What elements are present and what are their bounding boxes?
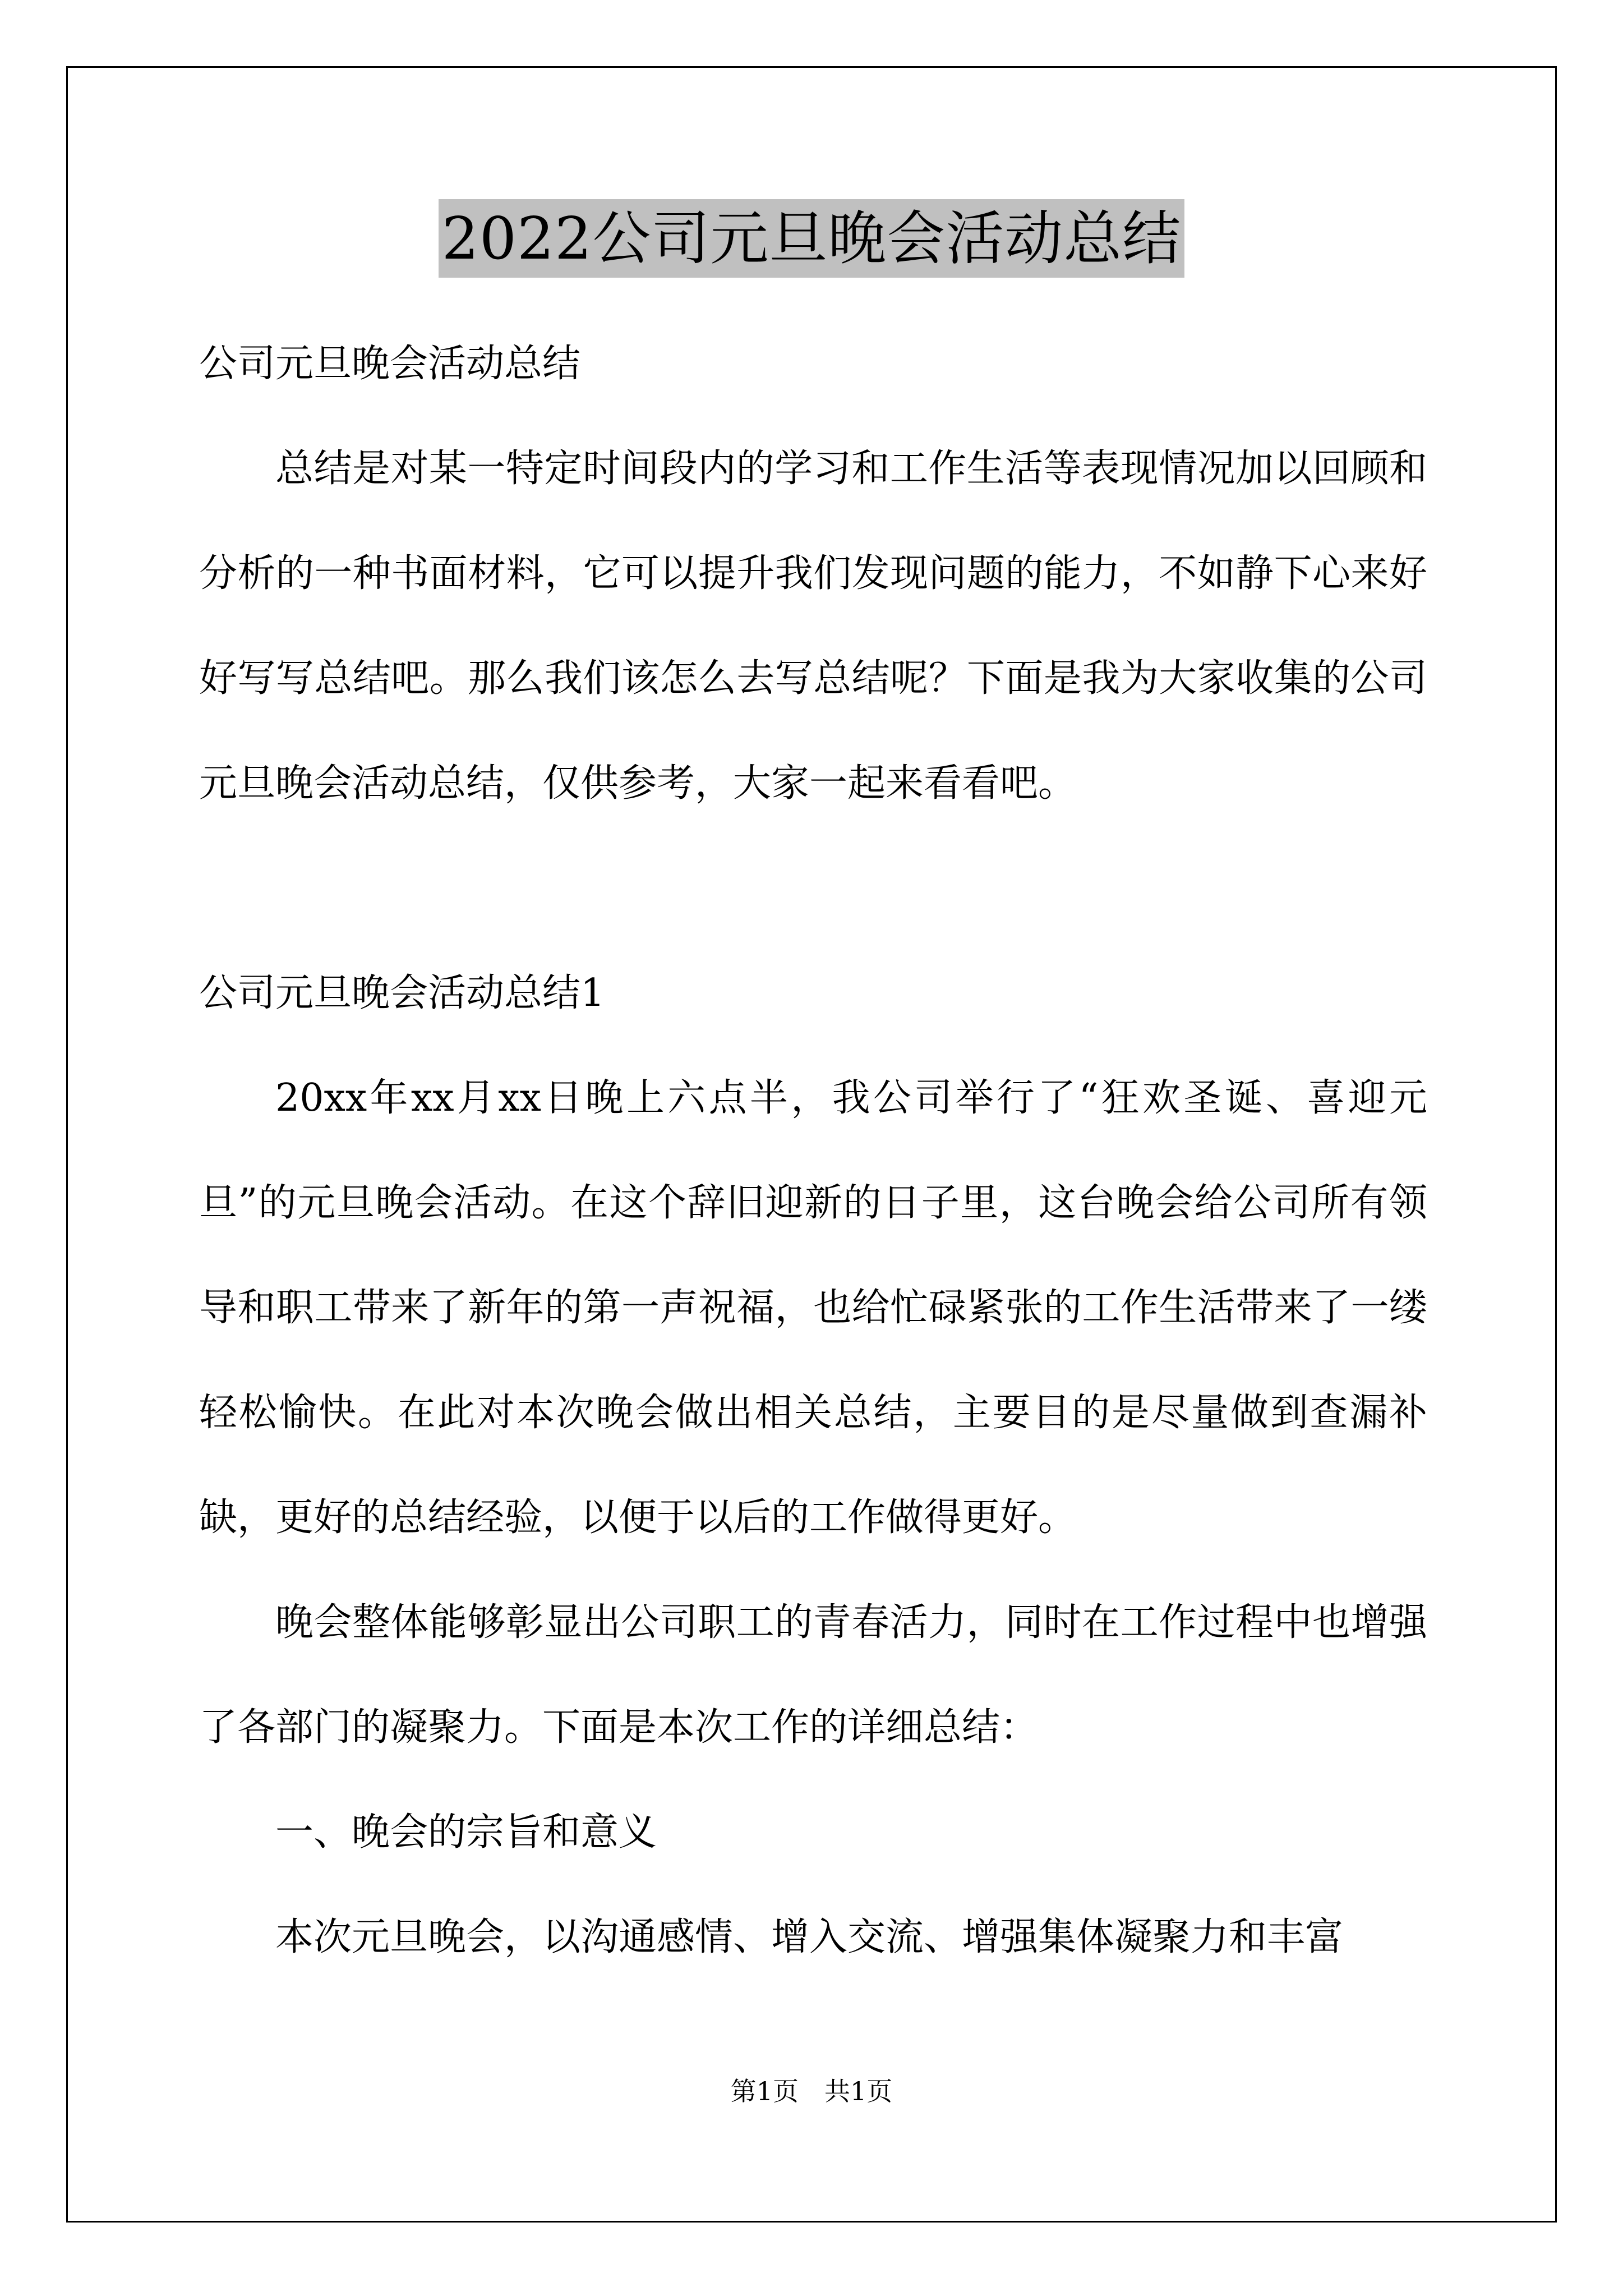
document-title: 2022公司元旦晚会活动总结 <box>439 199 1185 278</box>
body-paragraph: 20xx年xx月xx日晚上六点半，我公司举行了“狂欢圣诞、喜迎元旦”的元旦晚会活动。在这个辞旧迎新的日子里，这台晚会给公司所有领导和职工带来了新年的第一声祝福，也给忙碌紧张的工作生活带来了一缕轻松愉快。在此对本次晚会做出相关总结，主要目的是尽量做到查漏补缺，更好的总结经验，以便于以后的工作做得更好。 <box>199 1076 1427 1540</box>
body-paragraph: 本次元旦晚会，以沟通感情、增入交流、增强集体凝聚力和丰富 <box>275 1915 1344 1959</box>
subheading-paragraph: 一、晚会的宗旨和意义 <box>275 1810 657 1855</box>
intro-paragraph: 总结是对某一特定时间段内的学习和工作生活等表现情况加以回顾和分析的一种书面材料，它可以提升我们发现问题的能力，不如静下心来好好写写总结吧。那么我们该怎么去写总结呢？下面是我为大家收集的公司元旦晚会活动总结，仅供参考，大家一起来看看吧。 <box>199 447 1427 806</box>
section-heading: 公司元旦晚会活动总结 <box>199 342 581 386</box>
body-paragraph: 晚会整体能够彰显出公司职工的青春活力，同时在工作过程中也增强了各部门的凝聚力。下面是本次工作的详细总结： <box>199 1600 1427 1750</box>
document-body <box>199 311 1427 1990</box>
page-footer <box>0 2074 1623 2108</box>
section-heading: 公司元旦晚会活动总结1 <box>199 971 605 1015</box>
page-number: 第1页 共1页 <box>730 2076 893 2106</box>
title-wrap <box>0 199 1623 278</box>
paragraph-gap <box>199 836 1427 941</box>
